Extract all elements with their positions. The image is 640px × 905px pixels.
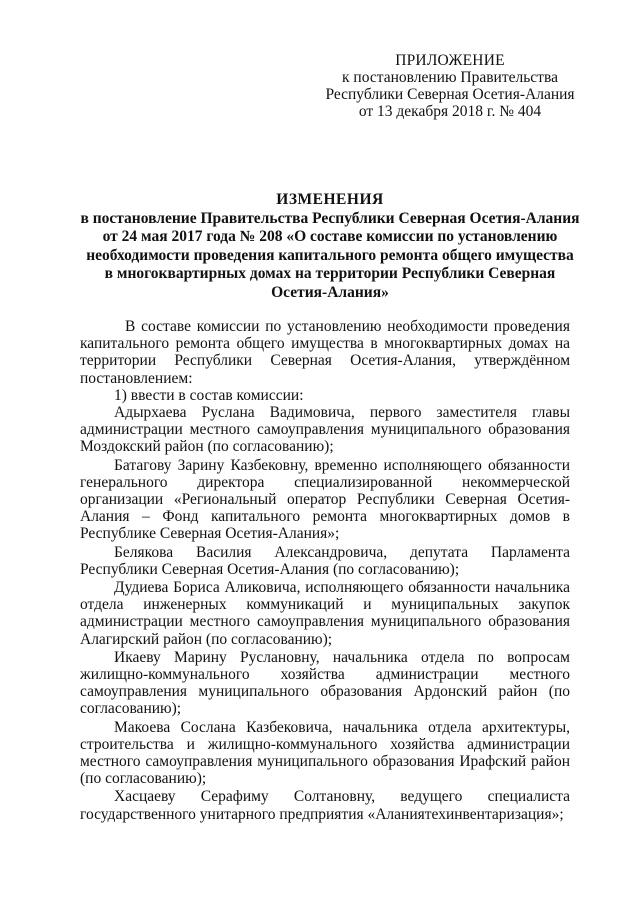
appendix-ref-line: Республики Северная Осетия-Алания <box>325 86 575 103</box>
title-line: необходимости проведения капитального ремонта общего имущества <box>86 246 574 264</box>
member-paragraph: Дудиева Бориса Аликовича, исполняющего обязанности начальника отдела инженерных коммуникаций и муниципальных закупок администрации местного самоуправления муниципального образования Алагирский район (по согласованию); <box>80 579 570 648</box>
title-line: в постановление Правительства Республики Северная Осетия-Алания <box>80 209 580 227</box>
appendix-ref-line: к постановлению Правительства <box>342 69 558 86</box>
member-paragraph: Адырхаева Руслана Вадимовича, первого заместителя главы администрации местного самоуправления муниципального образования Моздокский район (по согласованию); <box>80 404 570 456</box>
appendix-label: ПРИЛОЖЕНИЕ <box>395 52 505 69</box>
appendix-header <box>310 52 590 120</box>
member-paragraph: Белякова Василия Александровича, депутата Парламента Республики Северная Осетия-Алания (по согласованию); <box>80 543 570 578</box>
member-paragraph: Икаеву Марину Руслановну, начальника отдела по вопросам жилищно-коммунального хозяйства администрации местного самоуправления муниципального образования Ардонский район (по согласованию); <box>80 648 570 718</box>
member-paragraph: Батагову Зарину Казбековну, временно исполняющего обязанности генерального директора специализированной некоммерческой организации «Региональный оператор Республики Северная Осетия-Алания – Фонд капитального ремонта многоквартирных домов в Республике Северная Осетия-Алания»; <box>80 456 570 543</box>
list-item: 1) ввести в состав комиссии: <box>114 386 304 404</box>
intro-paragraph: В составе комиссии по установлению необходимости проведения капитального ремонта общего имущества в многоквартирных домах на территории Республики Северная Осетия-Алания, утверждённом постановлением: <box>80 318 570 387</box>
member-paragraph: Макоева Сослана Казбековича, начальника отдела архитектуры, строительства и жилищно-коммунального хозяйства администрации местного самоуправления муниципального образования Ирафский район (по согласованию); <box>80 718 570 788</box>
appendix-date-number: от 13 декабря 2018 г. № 404 <box>358 103 542 120</box>
title-line: в многоквартирных домах на территории Республики Северная <box>104 265 556 283</box>
title-heading: ИЗМЕНЕНИЯ <box>276 191 384 208</box>
title-line: от 24 мая 2017 года № 208 «О составе комиссии по установлению <box>102 228 558 246</box>
document-body <box>80 318 570 823</box>
title-line: Осетия-Алания» <box>271 283 389 301</box>
document-title <box>60 191 600 303</box>
member-paragraph: Хасцаеву Серафиму Солтановну, ведущего специалиста государственного унитарного предприятия «Аланиятехинвентаризация»; <box>80 788 570 823</box>
